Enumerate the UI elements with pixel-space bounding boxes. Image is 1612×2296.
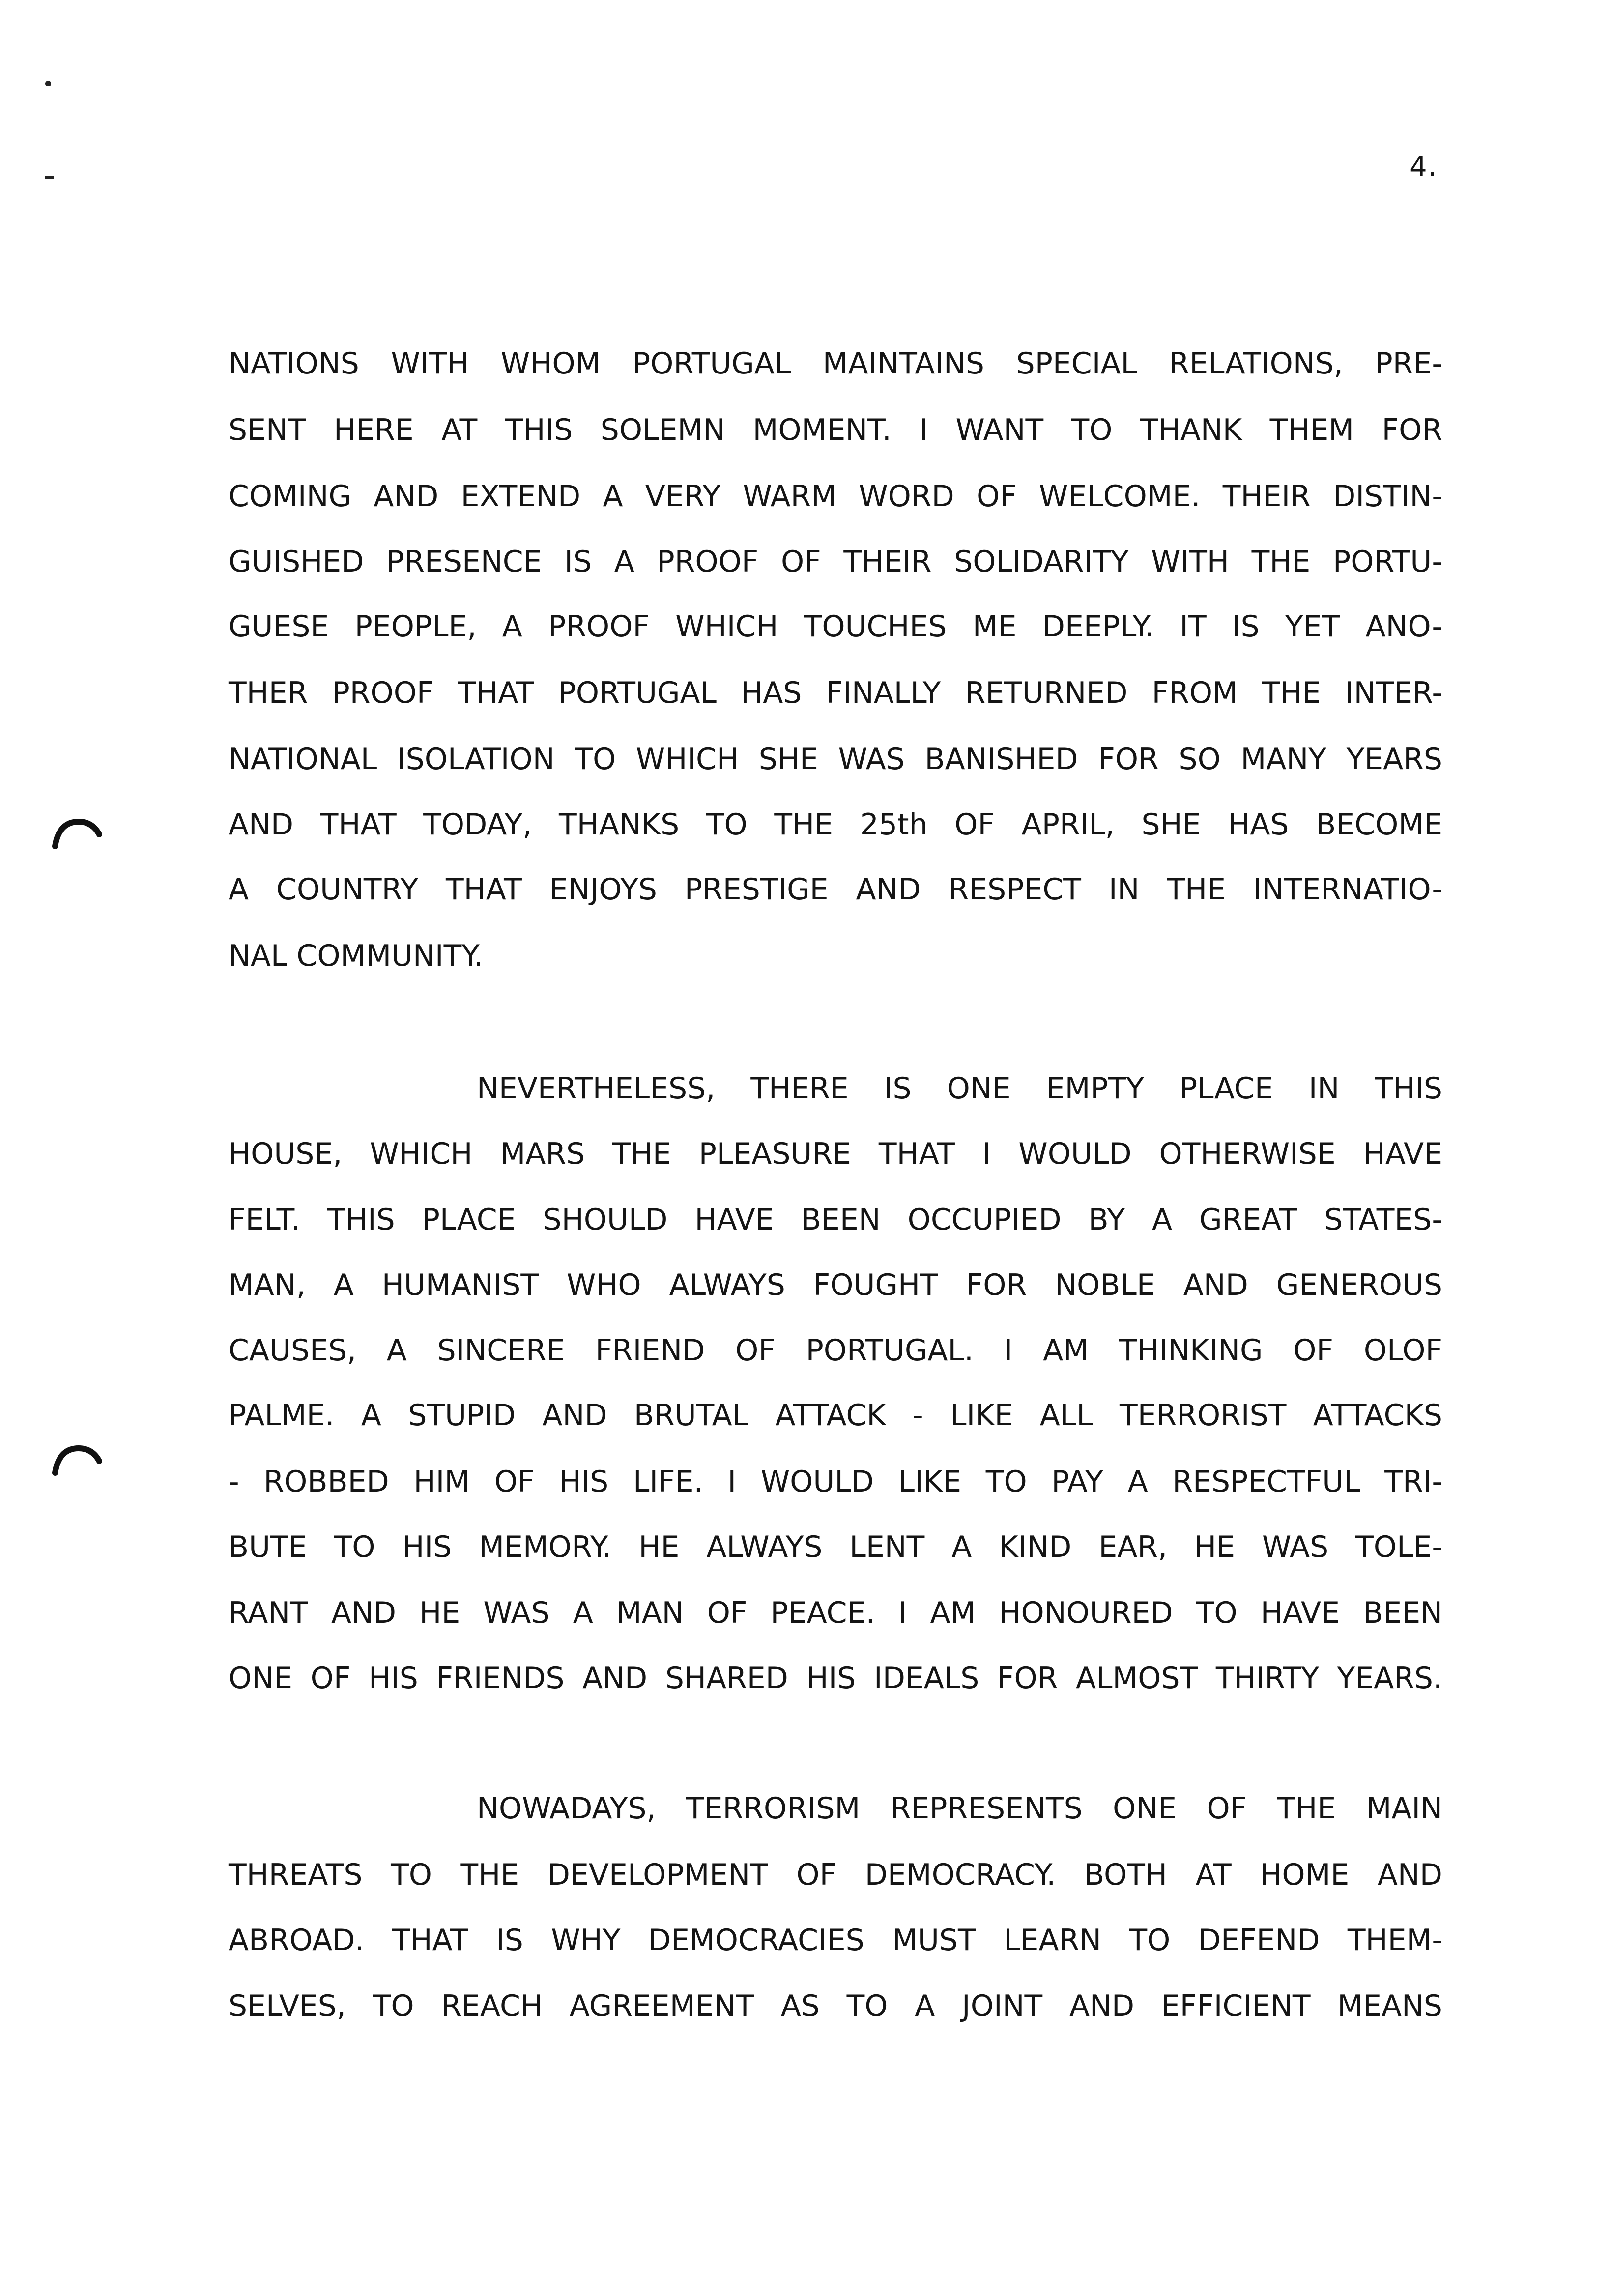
text-line: NEVERTHELESS, THERE IS ONE EMPTY PLACE IN THIS [477,1071,1442,1106]
text-line: COMING AND EXTEND A VERY WARM WORD OF WELCOME. THEIR DISTIN- [229,479,1442,514]
text-line: SELVES, TO REACH AGREEMENT AS TO A JOINT AND EFFICIENT MEANS [229,1989,1442,2023]
text-line: BUTE TO HIS MEMORY. HE ALWAYS LENT A KIND EAR, HE WAS TOLE- [229,1530,1442,1564]
text-line: FELT. THIS PLACE SHOULD HAVE BEEN OCCUPIED BY A GREAT STATES- [229,1203,1442,1237]
text-line: CAUSES, A SINCERE FRIEND OF PORTUGAL. I AM THINKING OF OLOF [229,1333,1442,1368]
text-line: AND THAT TODAY, THANKS TO THE 25th OF APRIL, SHE HAS BECOME [229,807,1442,842]
text-line: A COUNTRY THAT ENJOYS PRESTIGE AND RESPECT IN THE INTERNATIO- [229,872,1442,907]
text-line: NATIONS WITH WHOM PORTUGAL MAINTAINS SPECIAL RELATIONS, PRE- [229,346,1442,381]
text-line: THER PROOF THAT PORTUGAL HAS FINALLY RETURNED FROM THE INTER- [229,676,1442,710]
binder-hole-arc-icon [49,1437,103,1477]
text-line: NATIONAL ISOLATION TO WHICH SHE WAS BANISHED FOR SO MANY YEARS [229,742,1442,776]
text-line: MAN, A HUMANIST WHO ALWAYS FOUGHT FOR NOBLE AND GENEROUS [229,1268,1442,1302]
text-line: NAL COMMUNITY. [229,939,483,973]
text-line: NOWADAYS, TERRORISM REPRESENTS ONE OF THE MAIN [477,1791,1442,1826]
margin-dot [43,79,53,88]
text-line: HOUSE, WHICH MARS THE PLEASURE THAT I WOULD OTHERWISE HAVE [229,1137,1442,1171]
text-line: - ROBBED HIM OF HIS LIFE. I WOULD LIKE TO PAY A RESPECTFUL TRI- [229,1464,1442,1499]
text-line: ABROAD. THAT IS WHY DEMOCRACIES MUST LEARN TO DEFEND THEM- [229,1923,1442,1957]
text-line: GUESE PEOPLE, A PROOF WHICH TOUCHES ME DEEPLY. IT IS YET ANO- [229,609,1442,644]
text-line: GUISHED PRESENCE IS A PROOF OF THEIR SOLIDARITY WITH THE PORTU- [229,545,1442,579]
text-line: SENT HERE AT THIS SOLEMN MOMENT. I WANT TO THANK THEM FOR [229,413,1442,447]
binder-hole-arc-icon [49,811,103,850]
page-number: 4. [1410,151,1438,183]
margin-dash [44,174,56,180]
text-line: THREATS TO THE DEVELOPMENT OF DEMOCRACY. BOTH AT HOME AND [229,1858,1442,1892]
text-line: RANT AND HE WAS A MAN OF PEACE. I AM HONOURED TO HAVE BEEN [229,1596,1442,1630]
text-line: ONE OF HIS FRIENDS AND SHARED HIS IDEALS FOR ALMOST THIRTY YEARS. [229,1661,1442,1695]
text-line: PALME. A STUPID AND BRUTAL ATTACK - LIKE ALL TERRORIST ATTACKS [229,1398,1442,1433]
